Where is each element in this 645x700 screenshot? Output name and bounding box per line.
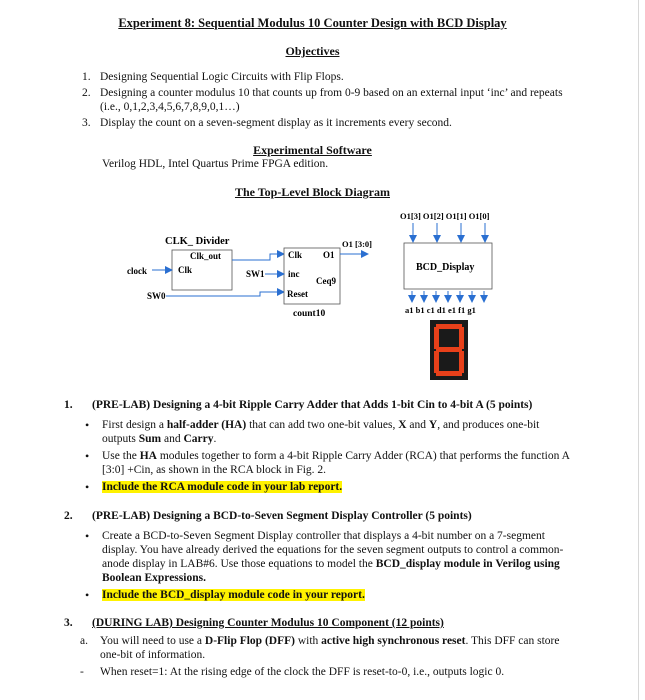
document-title: Experiment 8: Sequential Modulus 10 Counter Design with BCD Display bbox=[118, 16, 507, 30]
list-item: a. You will need to use a D-Flip Flop (DFF) with active high synchronous reset. This DFF can store one-bit of information. bbox=[80, 635, 560, 661]
section-1 bbox=[40, 398, 570, 497]
counter-o1-port: O1 bbox=[323, 250, 335, 260]
clock-label: clock bbox=[127, 266, 147, 276]
software-text: Verilog HDL, Intel Quartus Prime FPGA edition. bbox=[102, 158, 329, 170]
list-number: 2. bbox=[82, 87, 91, 99]
list-item bbox=[60, 86, 580, 114]
counter-inc-port: inc bbox=[288, 269, 300, 279]
list-item bbox=[60, 70, 580, 84]
list-text: Designing a counter modulus 10 that counts up from 0-9 based on an external input ‘inc’ and repeats (i.e., 0,1,2,3,4,5,6,7,8,9,0,1…) bbox=[100, 87, 563, 113]
list-text: Display the count on a seven-segment display as it increments every second. bbox=[100, 117, 452, 129]
section-heading: (DURING LAB) Designing Counter Modulus 10 Component (12 points) bbox=[92, 617, 444, 629]
objectives-heading: Objectives bbox=[285, 44, 340, 58]
counter-ceq9-port: Ceq9 bbox=[316, 276, 336, 286]
bcd-inputs-label: O1[3] O1[2] O1[1] O1[0] bbox=[400, 211, 490, 221]
section-title bbox=[40, 398, 570, 412]
bullet-list bbox=[40, 418, 570, 494]
diagram-heading: The Top-Level Block Diagram bbox=[234, 185, 390, 199]
sw0-wire bbox=[166, 292, 284, 296]
clk-out-wire bbox=[232, 254, 284, 260]
list-item: - When reset=1: At the rising edge of the clock the DFF is reset-to-0, i.e., outputs logic 0. bbox=[80, 666, 505, 678]
counter-clk-port: Clk bbox=[288, 250, 303, 260]
list-item: • First design a half-adder (HA) that can add two one-bit values, X and Y, and produces one-bit outputs Sum and Carry. bbox=[85, 418, 540, 445]
section-heading: (PRE-LAB) Designing a BCD-to-Seven Segment Display Controller (5 points) bbox=[92, 510, 472, 522]
bcd-outputs-label: a1 b1 c1 d1 e1 f1 g1 bbox=[405, 305, 476, 315]
sw1-label: SW1 bbox=[246, 269, 265, 279]
section-title bbox=[40, 616, 570, 630]
clk-out-port: Clk_out bbox=[190, 251, 222, 261]
objectives-list bbox=[60, 70, 580, 132]
list-item: • Use the HA modules together to form a 4-bit Ripple Carry Adder (RCA) that performs the function A [3:0] +Cin, as shown in the RCA block in Fig. 2. bbox=[85, 449, 570, 476]
highlighted-instruction: Include the BCD_display module code in your report. bbox=[102, 589, 365, 601]
software-heading: Experimental Software bbox=[253, 143, 372, 157]
section-number: 3. bbox=[64, 617, 73, 629]
bullet-list bbox=[40, 529, 570, 602]
list-text: Designing Sequential Logic Circuits with Flip Flops. bbox=[100, 71, 344, 83]
list-item: • Include the RCA module code in your lab report. bbox=[85, 480, 343, 494]
page-edge-scrollbar[interactable] bbox=[638, 0, 639, 700]
list-number: 3. bbox=[82, 117, 91, 129]
list-item bbox=[60, 116, 580, 130]
section-title bbox=[40, 509, 570, 523]
section-3 bbox=[40, 616, 570, 682]
clk-in-port: Clk bbox=[178, 265, 193, 275]
sub-list bbox=[40, 634, 570, 679]
section-number: 1. bbox=[64, 399, 73, 411]
bcd-display-name: BCD_Display bbox=[416, 262, 475, 273]
clk-divider-label: CLK_ Divider bbox=[165, 236, 230, 247]
sw0-label: SW0 bbox=[147, 291, 166, 301]
counter-name: count10 bbox=[293, 309, 326, 319]
block-diagram bbox=[0, 196, 645, 396]
seven-segment-display bbox=[430, 320, 468, 380]
highlighted-instruction: Include the RCA module code in your lab report. bbox=[102, 481, 343, 493]
section-2 bbox=[40, 509, 570, 605]
list-number: 1. bbox=[82, 71, 91, 83]
section-heading: (PRE-LAB) Designing a 4-bit Ripple Carry Adder that Adds 1-bit Cin to 4-bit A (5 points) bbox=[92, 399, 533, 411]
counter-reset-port: Reset bbox=[287, 289, 308, 299]
list-item: • Include the BCD_display module code in your report. bbox=[85, 588, 365, 602]
bus-label: O1 [3:0] bbox=[342, 239, 372, 249]
list-item: • Create a BCD-to-Seven Segment Display controller that displays a 4-bit number on a 7-segment display. You have already derived the equations for the seven segment outputs to control a common-anode display in LAB#6. Use those equations to model the BCD_display module in Verilog using Boolean Expressions. bbox=[85, 529, 564, 584]
section-number: 2. bbox=[64, 510, 73, 522]
